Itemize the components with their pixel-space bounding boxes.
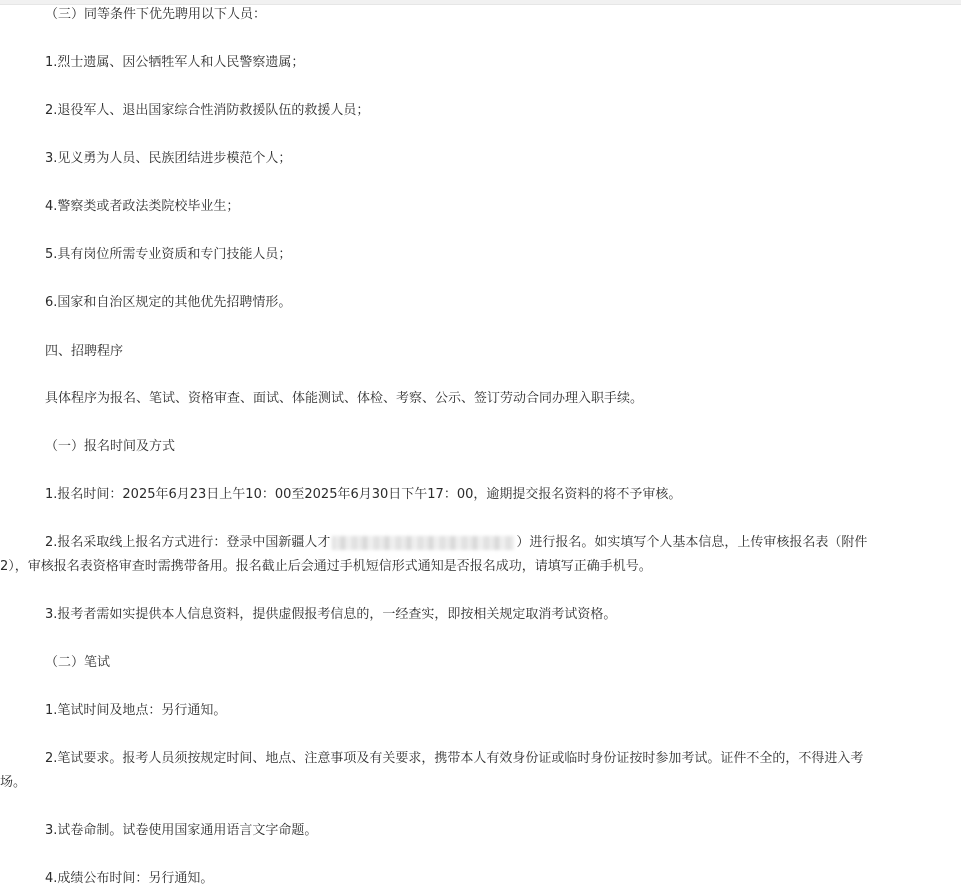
list-item: 4.成绩公布时间：另行通知。 (45, 871, 214, 886)
list-item: 2.笔试要求。报考人员须按规定时间、地点、注意事项及有关要求，携带本人有效身份证或临时身份证按时参加考试。证件不全的，不得进入考场。 (0, 751, 864, 790)
list-item: 1.烈士遗属、因公牺牲军人和人民警察遗属； (45, 55, 305, 70)
list-item: 3.报考者需如实提供本人信息资料，提供虚假报考信息的，一经查实，即按相关规定取消考试资格。 (45, 607, 617, 622)
paragraph: 具体程序为报名、笔试、资格审查、面试、体能测试、体检、考察、公示、签订劳动合同办理入职手续。 (45, 391, 644, 406)
list-item: 1.笔试时间及地点：另行通知。 (45, 703, 227, 718)
subsection-heading-registration: （一）报名时间及方式 (45, 439, 176, 454)
list-item: 3.见义勇为人员、民族团结进步模范个人； (45, 151, 292, 166)
list-item: 3.试卷命制。试卷使用国家通用语言文字命题。 (45, 823, 318, 838)
registration-text-end: ）进行报名。如实填写个人基本信息，上传审核报名表（附件2），审核报名表资格审查时需携带备用。报名截止后会通过手机短信形式通知是否报名成功，请填写正确手机号。 (0, 535, 868, 574)
list-item: 1.报名时间：2025年6月23日上午10：00至2025年6月30日下午17：00，逾期提交报名资料的将不予审核。 (45, 487, 682, 502)
list-item (0, 531, 885, 579)
list-item: 5.具有岗位所需专业资质和专门技能人员； (45, 247, 292, 262)
registration-text-start: 2.报名采取线上报名方式进行：登录中国新疆人才 (45, 535, 331, 550)
section-heading-procedure: 四、招聘程序 (45, 344, 124, 359)
list-item: 6.国家和自治区规定的其他优先招聘情形。 (45, 295, 292, 310)
redacted-url (332, 536, 514, 550)
list-item: 2.退役军人、退出国家综合性消防救援队伍的救援人员； (45, 103, 370, 118)
subsection-heading-exam: （二）笔试 (45, 655, 111, 670)
section-heading-priority: （三）同等条件下优先聘用以下人员： (45, 7, 267, 22)
list-item: 4.警察类或者政法类院校毕业生； (45, 199, 240, 214)
